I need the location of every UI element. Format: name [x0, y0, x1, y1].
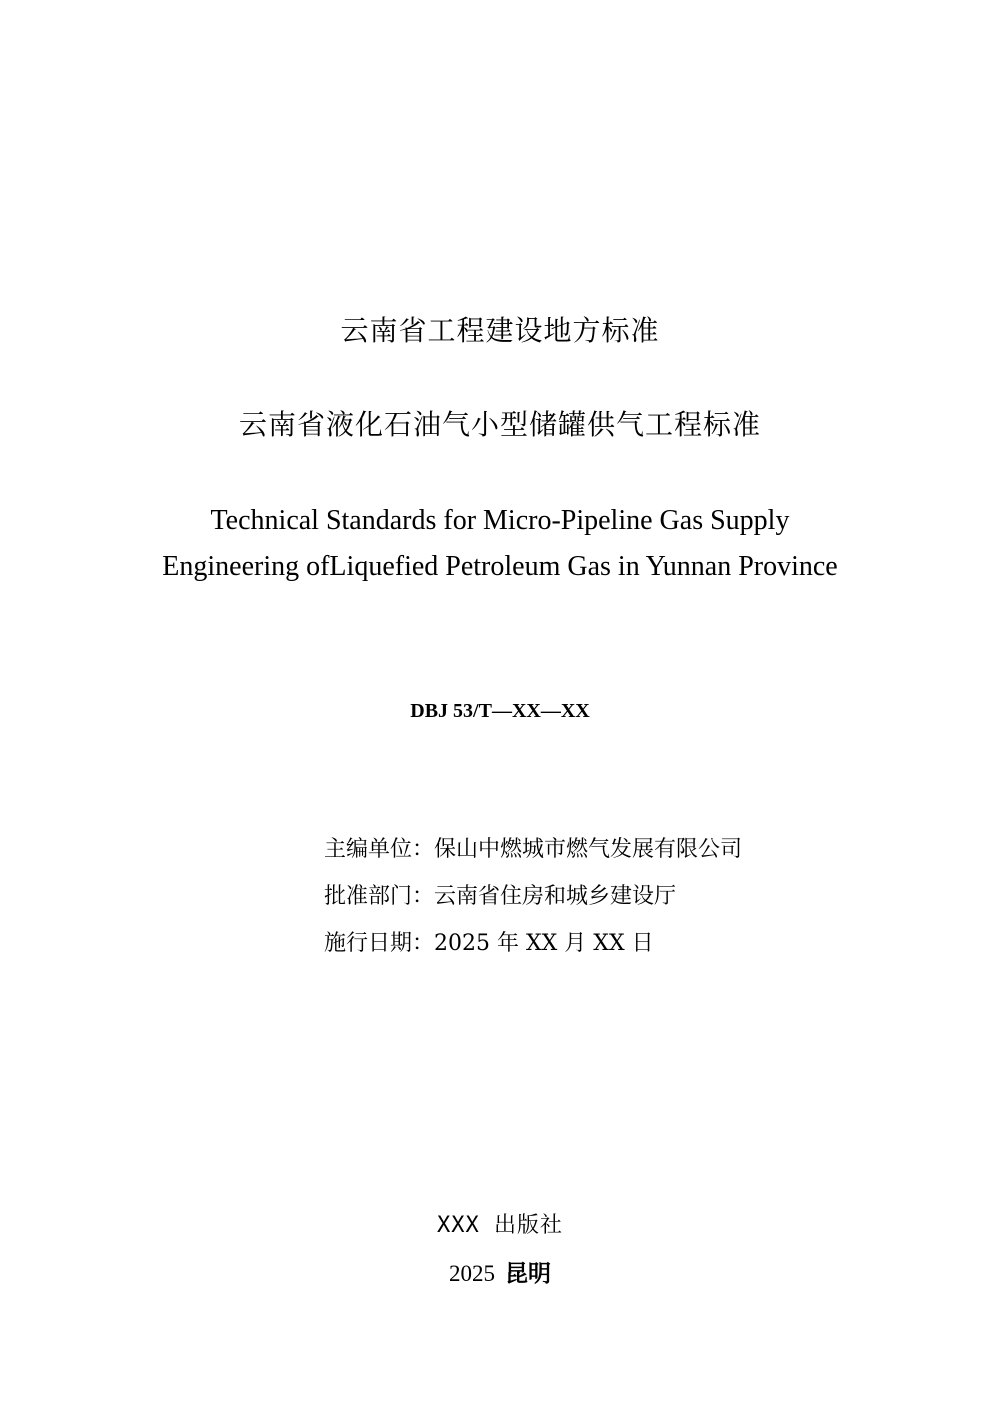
series-title: 云南省工程建设地方标准	[340, 314, 660, 347]
editor-row	[324, 830, 924, 877]
publication-info	[324, 830, 924, 971]
effective-date-row	[324, 924, 924, 971]
standard-code: DBJ 53/T—XX—XX	[410, 700, 590, 722]
publisher: XXX 出版社	[437, 1213, 563, 1238]
publication-year: 2025	[449, 1261, 495, 1286]
standard-title-cn: 云南省液化石油气小型储罐供气工程标准	[238, 408, 761, 441]
standard-title-en-line-1: Technical Standards for Micro-Pipeline Gas Supply	[210, 505, 790, 536]
publication-city: 昆明	[505, 1261, 551, 1287]
standard-title-en-line-2: Engineering ofLiquefied Petroleum Gas in Yunnan Province	[162, 551, 838, 582]
effective-date-label: 施行日期：	[324, 931, 435, 956]
editor-label: 主编单位：	[324, 837, 435, 862]
effective-date-value: 2025 年 XX 月 XX 日	[434, 931, 654, 956]
approval-value: 云南省住房和城乡建设厅	[434, 884, 677, 909]
publication-place-year	[0, 1256, 1000, 1292]
approval-label: 批准部门：	[324, 884, 435, 909]
editor-value: 保山中燃城市燃气发展有限公司	[434, 837, 743, 862]
approval-row	[324, 877, 924, 924]
